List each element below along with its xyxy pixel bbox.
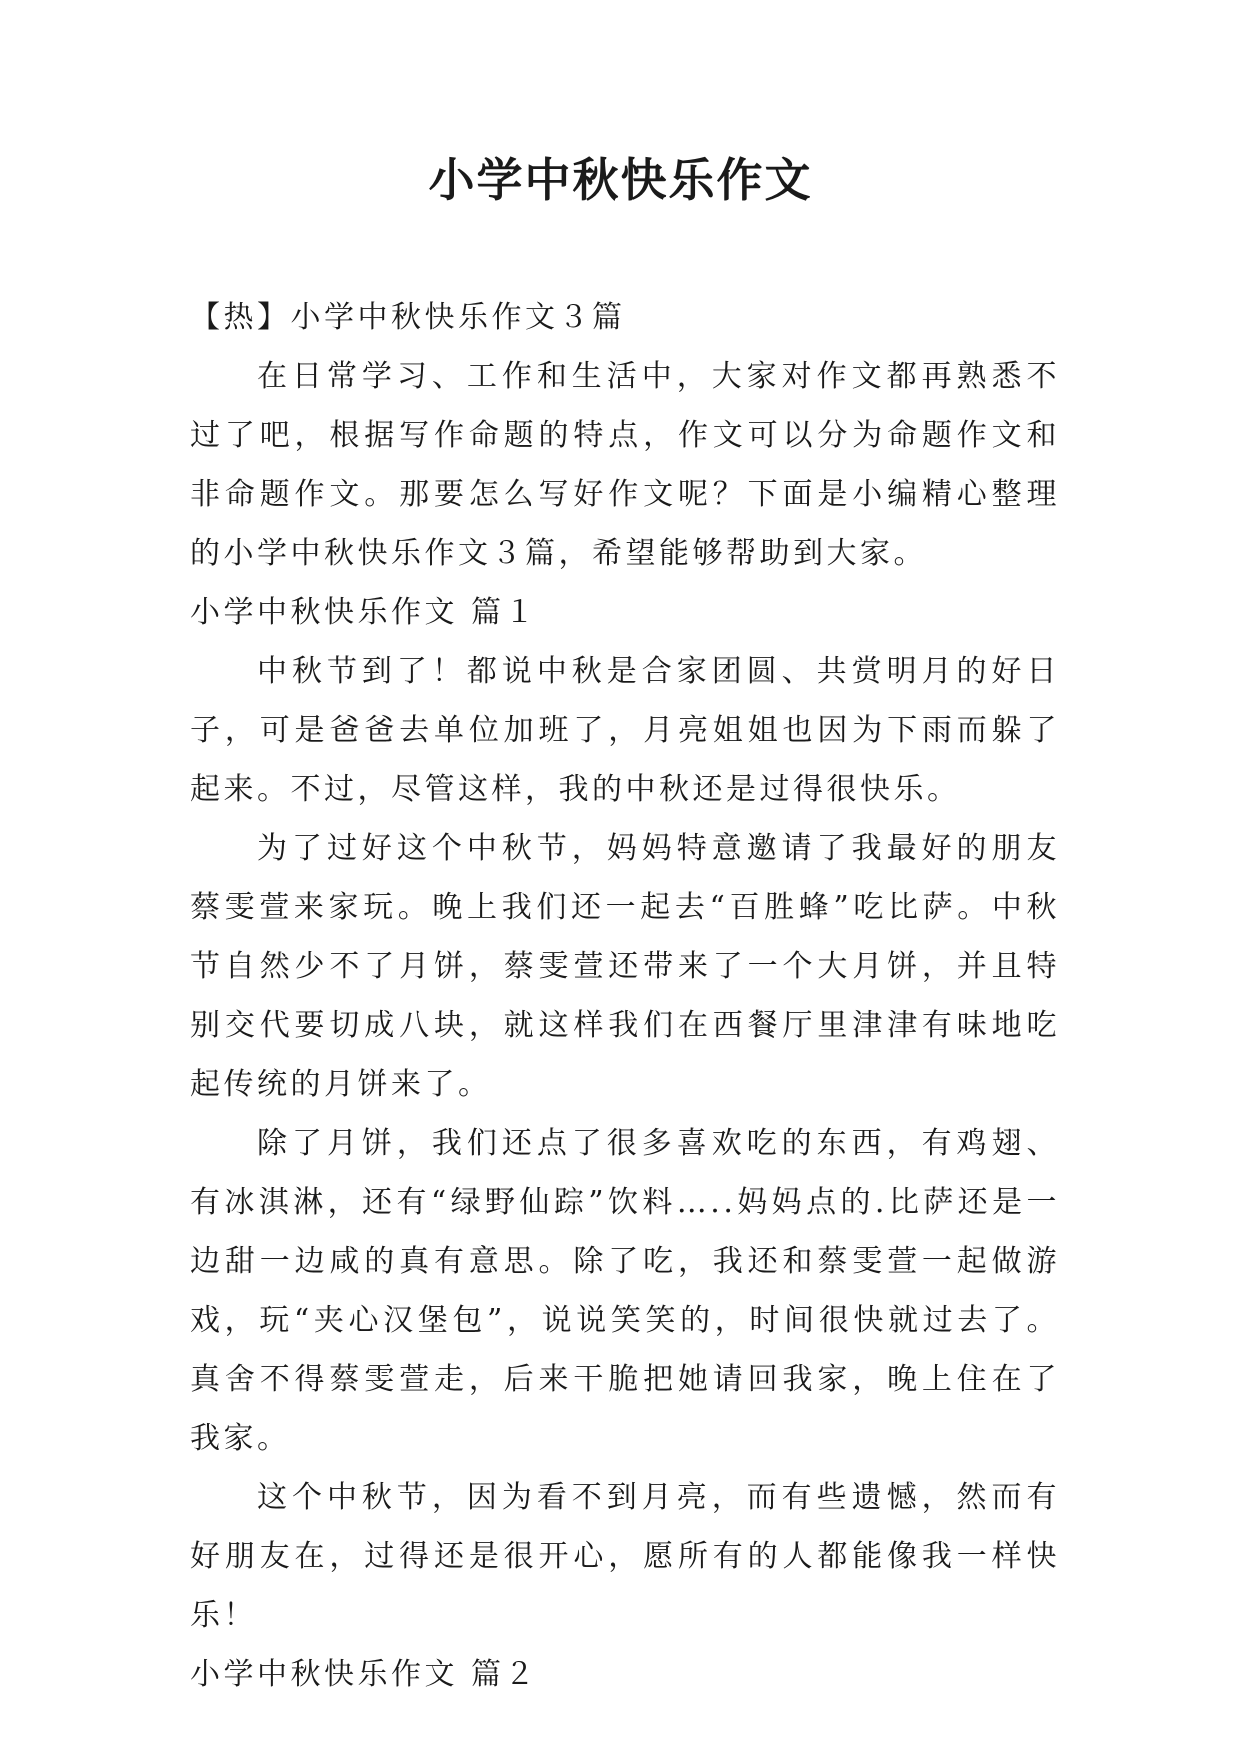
essay-1-heading: 小学中秋快乐作文 篇１ [190,595,539,630]
essay-1-paragraph-2: 为了过好这个中秋节，妈妈特意邀请了我最好的朋友蔡雯萱来家玩。晚上我们还一起去“百胜蜂”吃比萨。中秋节自然少不了月饼，蔡雯萱还带来了一个大月饼，并且特别交代要切成八块，就这样我们在西餐厅里津津有味地吃起传统的月饼来了。 [190,831,1060,1102]
essay-1-paragraph-4: 这个中秋节，因为看不到月亮，而有些遗憾，然而有好朋友在，过得还是很开心，愿所有的人都能像我一样快乐！ [190,1480,1060,1633]
essay-2-heading: 小学中秋快乐作文 篇２ [190,1657,539,1692]
intro-paragraph: 在日常学习、工作和生活中，大家对作文都再熟悉不过了吧，根据写作命题的特点，作文可以分为命题作文和非命题作文。那要怎么写好作文呢？下面是小编精心整理的小学中秋快乐作文３篇，希望能够帮助到大家。 [190,359,1060,571]
essay-1-paragraph-1: 中秋节到了！都说中秋是合家团圆、共赏明月的好日子，可是爸爸去单位加班了，月亮姐姐也因为下雨而躲了起来。不过，尽管这样，我的中秋还是过得很快乐。 [190,654,1060,807]
document-body [190,288,1060,1704]
essay-1-paragraph-3: 除了月饼，我们还点了很多喜欢吃的东西，有鸡翅、有冰淇淋，还有“绿野仙踪”饮料…..妈妈点的.比萨还是一边甜一边咸的真有意思。除了吃，我还和蔡雯萱一起做游戏，玩“夹心汉堡包”，说说笑笑的，时间很快就过去了。真舍不得蔡雯萱走，后来干脆把她请回我家，晚上住在了我家。 [190,1126,1060,1456]
document-subtitle: 【热】小学中秋快乐作文３篇 [190,300,626,335]
page-title: 小学中秋快乐作文 [428,153,813,207]
